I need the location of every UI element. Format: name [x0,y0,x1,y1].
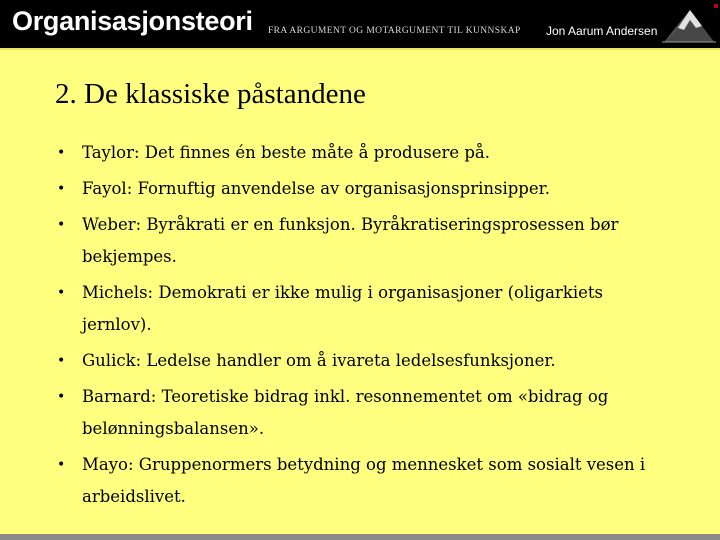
list-item [55,173,655,205]
point-text: Fayol: Fornuftig anvendelse av organisasjonsprinsipper. [82,179,550,198]
header-bar [0,0,720,48]
point-text: Barnard: Teoretiske bidrag inkl. resonnementet om «bidrag og belønningsbalansen». [82,387,609,438]
list-item [55,345,655,377]
book-subtitle: FRA ARGUMENT OG MOTARGUMENT TIL KUNNSKAP [268,26,521,36]
point-text: Michels: Demokrati er ikke mulig i organisasjoner (oligarkiets jernlov). [82,283,603,334]
bullet-icon: • [57,457,66,473]
bullet-icon: • [57,285,66,301]
author-name: Jon Aarum Andersen [546,24,658,38]
list-item [55,277,655,341]
bullet-icon: • [57,389,66,405]
list-item [55,209,655,273]
point-text: Taylor: Det finnes én beste måte å produsere på. [82,143,491,162]
point-text: Weber: Byråkrati er en funksjon. Byråkratiseringsprosessen bør bekjempes. [82,215,619,266]
header-divider [0,48,720,50]
bottom-bar [0,534,720,540]
point-text: Gulick: Ledelse handler om å ivareta ledelsesfunksjoner. [82,351,556,370]
list-item [55,137,655,169]
list-item [55,381,655,445]
slide-title: 2. De klassiske påstandene [55,78,366,110]
bullet-icon: • [57,145,66,161]
bullet-icon: • [57,353,66,369]
mountain-logo-icon [660,4,718,46]
point-text: Mayo: Gruppenormers betydning og mennesket som sosialt vesen i arbeidslivet. [82,455,646,506]
list-item [55,449,655,513]
bullet-list [55,137,655,517]
bullet-icon: • [57,181,66,197]
book-title: Organisasjonsteori [12,6,253,36]
bullet-icon: • [57,217,66,233]
